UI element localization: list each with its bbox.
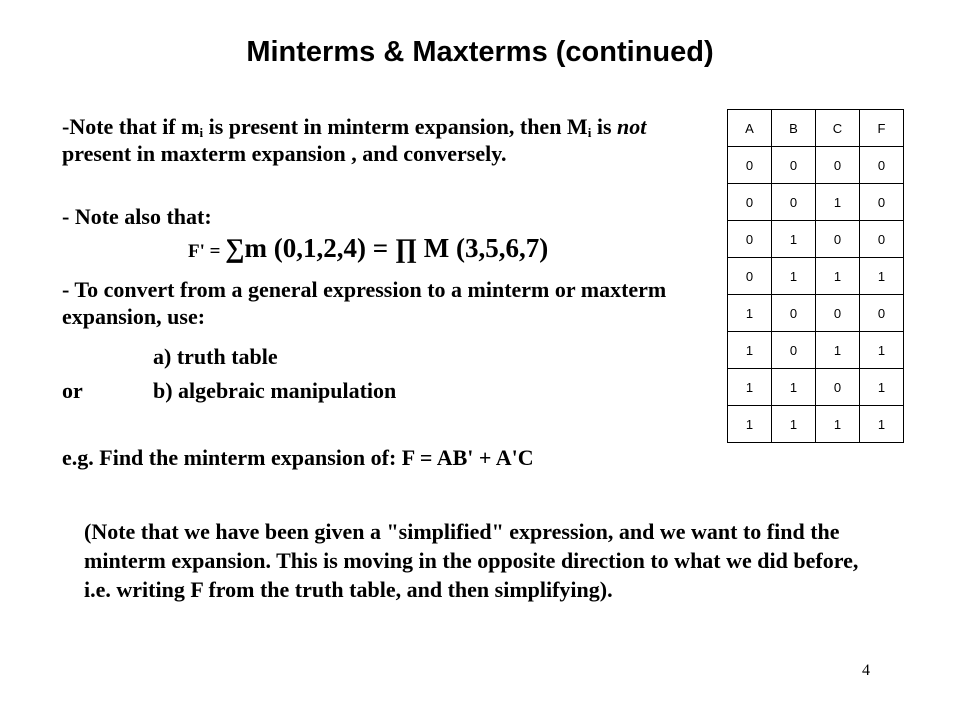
table-cell: 1 <box>728 406 772 443</box>
table-row <box>728 221 904 258</box>
table-cell: 1 <box>816 332 860 369</box>
formula <box>188 232 548 268</box>
table-row <box>728 147 904 184</box>
table-cell: 0 <box>772 184 816 221</box>
table-cell: 0 <box>816 369 860 406</box>
header-cell: A <box>728 110 772 147</box>
slide-title: Minterms & Maxterms (continued) <box>246 36 714 68</box>
option-algebraic: b) algebraic manipulation <box>153 378 397 403</box>
table-cell: 1 <box>860 369 904 406</box>
table-cell: 0 <box>772 332 816 369</box>
table-cell: 1 <box>816 184 860 221</box>
table-row <box>728 258 904 295</box>
table-cell: 1 <box>772 369 816 406</box>
note-minterm-maxterm: -Note that if $m_i$ is present in minterm expansion, then $M_i$ is not present in maxterm expansion , and conversely. <box>62 114 647 166</box>
table-cell: 1 <box>860 406 904 443</box>
table-cell: 1 <box>772 221 816 258</box>
formula-lhs: F' = <box>188 241 226 262</box>
option-or: or <box>62 378 83 403</box>
table-cell: 0 <box>816 295 860 332</box>
table-row <box>728 369 904 406</box>
table-cell: 0 <box>860 295 904 332</box>
example-note: (Note that we have been given a "simplified" expression, and we want to find the minterm expansion. This is moving in the opposite direction to what we did before, i.e. writing F from the truth table, and then simplifying). <box>84 519 859 602</box>
table-cell: 0 <box>860 184 904 221</box>
table-cell: 1 <box>728 295 772 332</box>
table-cell: 1 <box>728 332 772 369</box>
table-cell: 1 <box>816 258 860 295</box>
convert-note: - To convert from a general expression to a minterm or maxterm expansion, use: <box>62 277 667 329</box>
header-cell: C <box>816 110 860 147</box>
table-row <box>728 184 904 221</box>
header-cell: B <box>772 110 816 147</box>
table-cell: 0 <box>772 295 816 332</box>
table-cell: 0 <box>816 147 860 184</box>
header-cell: F <box>860 110 904 147</box>
table-cell: 1 <box>860 332 904 369</box>
table-cell: 0 <box>728 147 772 184</box>
table-row <box>728 332 904 369</box>
table-cell: 0 <box>772 147 816 184</box>
example-prompt: e.g. Find the minterm expansion of: F = AB' + A'C <box>62 445 534 470</box>
option-truth-table: a) truth table <box>153 344 278 369</box>
table-cell: 0 <box>728 184 772 221</box>
table-cell: 1 <box>860 258 904 295</box>
table-cell: 1 <box>772 406 816 443</box>
table-cell: 1 <box>728 369 772 406</box>
page-number: 4 <box>862 662 870 679</box>
note-also: - Note also that: <box>62 204 212 229</box>
table-cell: 0 <box>860 221 904 258</box>
formula-rhs: ∑m (0,1,2,4) = ∏ M (3,5,6,7) <box>225 233 549 263</box>
table-cell: 0 <box>816 221 860 258</box>
truth-table-header <box>728 110 904 147</box>
table-cell: 1 <box>772 258 816 295</box>
table-row <box>728 295 904 332</box>
truth-table <box>727 109 904 443</box>
table-cell: 0 <box>728 221 772 258</box>
table-cell: 0 <box>728 258 772 295</box>
table-cell: 1 <box>816 406 860 443</box>
table-cell: 0 <box>860 147 904 184</box>
table-row <box>728 406 904 443</box>
